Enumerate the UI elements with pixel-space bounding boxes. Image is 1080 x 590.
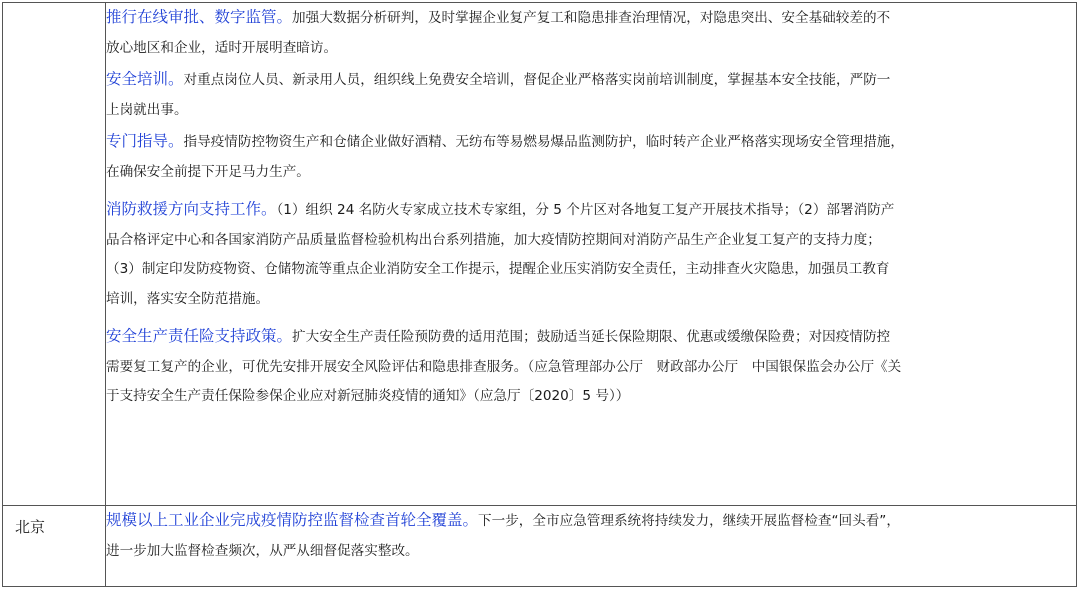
section-text: 品合格评定中心和各国家消防产品质量监督检验机构出台系列措施，加大疫情防控期间对消防产品生产企业复工复产的支持力度； — [106, 231, 881, 248]
section-text: 进一步加大监督检查频次，从严从细督促落实整改。 — [106, 542, 419, 559]
section-text: 培训，落实安全防范措施。 — [106, 290, 270, 307]
section-text: 下一步，全市应急管理系统将持续发力，继续开展监督检查“回头看”， — [478, 513, 900, 529]
section-safety-training — [106, 65, 1076, 125]
section-text: 加强大数据分析研判，及时掌握企业复产复工和隐患排查治理情况，对隐患突出、安全基础较差的不 — [292, 10, 891, 26]
policy-table — [2, 2, 1077, 587]
section-text: 上岗就出事。 — [106, 101, 188, 118]
section-liability-insurance — [106, 322, 1076, 412]
section-online-approval — [106, 3, 1076, 63]
section-beijing-inspection — [106, 506, 1076, 566]
section-fire-rescue — [106, 195, 1076, 314]
section-text: （3）制定印发防疫物资、仓储物流等重点企业消防安全工作提示，提醒企业压实消防安全责任，主动排查火灾隐患，加强员工教育 — [106, 261, 890, 277]
table-row — [3, 3, 1077, 506]
content-cell — [106, 506, 1077, 587]
region-cell — [3, 3, 106, 506]
section-special-guidance — [106, 127, 1076, 187]
region-cell — [3, 506, 106, 587]
section-heading: 专门指导。 — [106, 132, 184, 150]
section-text: （1）组织 24 名防火专家成立技术专家组，分 5 个片区对各地复工复产开展技术指导；（2）部署消防产 — [276, 202, 895, 218]
section-heading: 安全生产责任险支持政策。 — [106, 327, 293, 345]
section-heading: 规模以上工业企业完成疫情防控监督检查首轮全覆盖。 — [106, 511, 479, 529]
section-text: 于支持安全生产责任保险参保企业应对新冠肺炎疫情的通知》（应急厅〔2020〕5 号）） — [106, 388, 630, 404]
section-text: 扩大安全生产责任险预防费的适用范围；鼓励适当延长保险期限、优惠或缓缴保险费；对因疫情防控 — [292, 329, 891, 345]
region-name — [3, 3, 105, 13]
section-heading: 消防救援方向支持工作。 — [106, 200, 277, 218]
section-text: 对重点岗位人员、新录用人员，组织线上免费安全培训，督促企业严格落实岗前培训制度，掌握基本安全技能，严防一 — [183, 72, 891, 88]
section-heading: 安全培训。 — [106, 70, 184, 88]
section-text: 需要复工复产的企业，可优先安排开展安全风险评估和隐患排查服务。（应急管理部办公厅 财政部办公厅 中国银保监会办公厅《关 — [106, 358, 902, 375]
section-text: 指导疫情防控物资生产和仓储企业做好酒精、无纺布等易燃易爆品监测防护，临时转产企业严格落实现场安全管理措施， — [183, 134, 904, 150]
section-text: 在确保安全前提下开足马力生产。 — [106, 163, 310, 180]
table-row — [3, 506, 1077, 587]
section-text: 放心地区和企业，适时开展明查暗访。 — [106, 39, 338, 56]
content-cell — [106, 3, 1077, 506]
section-heading: 推行在线审批、数字监管。 — [106, 8, 293, 26]
region-name: 北京 — [15, 518, 46, 536]
